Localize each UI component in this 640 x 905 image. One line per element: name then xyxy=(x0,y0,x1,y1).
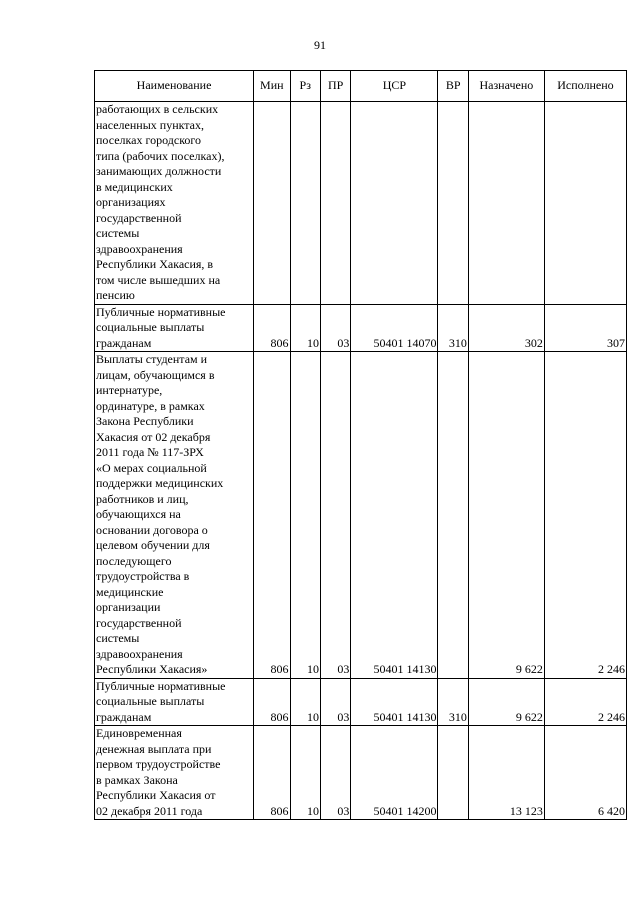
budget-table xyxy=(94,70,627,820)
row-executed: 6 420 xyxy=(544,726,626,820)
row-csr: 50401 14130 xyxy=(351,352,438,679)
row-name: работающих в сельских населенных пунктах, поселках городского типа (рабочих поселках), занимающих должности в медицинских организациях государственной системы здравоохранения Республики Хакасия, в том числе вышедших на пенсию xyxy=(95,102,254,305)
row-pr: 03 xyxy=(320,304,350,352)
header-min: Мин xyxy=(254,71,290,102)
row-csr: 50401 14070 xyxy=(351,304,438,352)
row-assigned: 9 622 xyxy=(468,352,544,679)
header-assigned: Назначено xyxy=(468,71,544,102)
header-rz: Рз xyxy=(290,71,320,102)
row-rz: 10 xyxy=(290,678,320,726)
page-number: 91 xyxy=(314,38,326,52)
row-min: 806 xyxy=(254,678,290,726)
table-row xyxy=(95,304,627,352)
row-name: Публичные нормативные социальные выплаты гражданам xyxy=(95,678,254,726)
row-rz: 10 xyxy=(290,352,320,679)
row-csr xyxy=(351,102,438,305)
row-rz: 10 xyxy=(290,726,320,820)
row-executed: 2 246 xyxy=(544,678,626,726)
table-row xyxy=(95,726,627,820)
row-vr xyxy=(438,726,468,820)
row-assigned: 13 123 xyxy=(468,726,544,820)
table-header-row xyxy=(95,71,627,102)
row-vr: 310 xyxy=(438,304,468,352)
row-csr: 50401 14200 xyxy=(351,726,438,820)
row-pr: 03 xyxy=(320,352,350,679)
row-vr: 310 xyxy=(438,678,468,726)
header-csr: ЦСР xyxy=(351,71,438,102)
header-name: Наименование xyxy=(95,71,254,102)
row-pr xyxy=(320,102,350,305)
table-row xyxy=(95,102,627,305)
row-csr: 50401 14130 xyxy=(351,678,438,726)
row-min: 806 xyxy=(254,726,290,820)
row-rz: 10 xyxy=(290,304,320,352)
row-vr xyxy=(438,352,468,679)
row-assigned: 9 622 xyxy=(468,678,544,726)
row-min xyxy=(254,102,290,305)
header-vr: ВР xyxy=(438,71,468,102)
header-pr: ПР xyxy=(320,71,350,102)
table-row xyxy=(95,678,627,726)
row-assigned xyxy=(468,102,544,305)
row-vr xyxy=(438,102,468,305)
table-row xyxy=(95,352,627,679)
row-executed xyxy=(544,102,626,305)
row-executed: 307 xyxy=(544,304,626,352)
row-name: Выплаты студентам и лицам, обучающимся в интернатуре, ординатуре, в рамках Закона Республики Хакасия от 02 декабря 2011 года № 117-ЗРХ «О мерах социальной поддержки медицинских работников и лиц, обучающихся на основании договора о целевом обучении для последующего трудоустройства в медицинские организации государственной системы здравоохранения Республики Хакасия» xyxy=(95,352,254,679)
row-name: Публичные нормативные социальные выплаты гражданам xyxy=(95,304,254,352)
row-name: Единовременная денежная выплата при первом трудоустройстве в рамках Закона Республики Хакасия от 02 декабря 2011 года xyxy=(95,726,254,820)
row-assigned: 302 xyxy=(468,304,544,352)
row-min: 806 xyxy=(254,352,290,679)
row-executed: 2 246 xyxy=(544,352,626,679)
header-executed: Исполнено xyxy=(544,71,626,102)
row-pr: 03 xyxy=(320,678,350,726)
row-min: 806 xyxy=(254,304,290,352)
row-rz xyxy=(290,102,320,305)
row-pr: 03 xyxy=(320,726,350,820)
